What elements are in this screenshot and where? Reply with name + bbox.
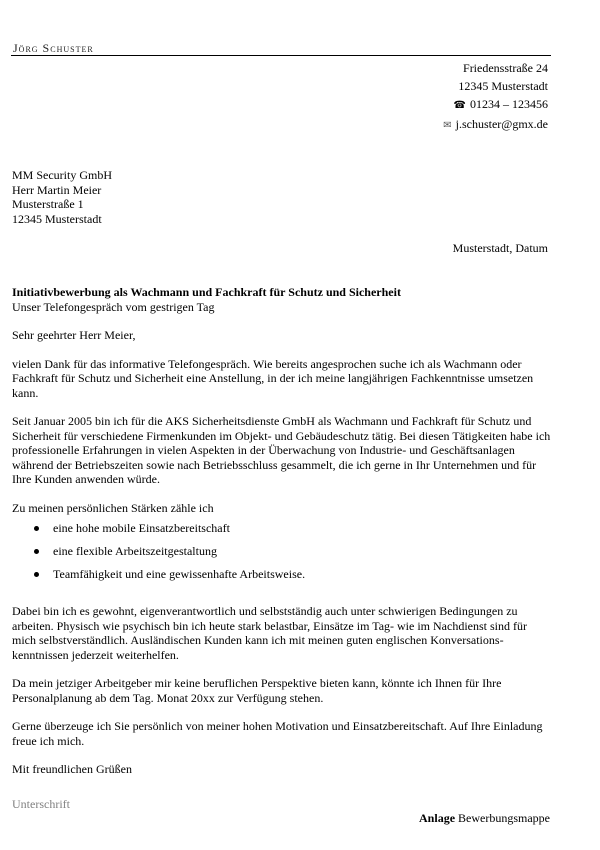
list-item — [12, 544, 552, 567]
envelope-icon: ✉ — [443, 120, 452, 131]
list-item — [12, 567, 552, 590]
paragraph-motivation: Gerne überzeuge ich Sie persönlich von meiner hohen Motivation und Einsatzbereitschaft. Auf Ihre Einladung freue ich mich. — [12, 719, 543, 748]
list-item-text: eine flexible Arbeitszeitgestaltung — [53, 544, 217, 558]
paragraph-availability: Da mein jetziger Arbeitgeber mir keine beruflichen Perspektive bieten kann, könnte ich Ihnen für Ihre Personalplanung ab dem Tag. Monat 20xx zur Verfügung stehen. — [12, 676, 502, 705]
attachment-label: Anlage — [419, 811, 456, 825]
salutation: Sehr geehrter Herr Meier, — [12, 328, 136, 342]
list-item-text: Teamfähigkeit und eine gewissenhafte Arbeitsweise. — [53, 567, 306, 581]
recipient-city: 12345 Musterstadt — [12, 211, 102, 226]
sender-address — [443, 59, 548, 135]
paragraph-experience: Seit Januar 2005 bin ich für die AKS Sicherheitsdienste GmbH als Wachmann und Fachkraft für Schutz und Sicherheit für verschiedene Firmenkunden im Objekt- und Gebäudeschutz tätig. Bei diesen Tätigkeiten habe ich professionelle Erfahrungen in vielen Aspekten in der Überwachung von Industrie- und Geschäftsanlagen während der Betriebszeiten sowie nach Betriebsschluss gesammelt, die ich gerne in Ihr Unternehmen und für Ihre Kunden anwenden würde. — [12, 414, 551, 486]
sender-street: Friedensstraße 24 — [463, 61, 548, 75]
recipient-address — [12, 168, 112, 226]
sender-phone-row — [443, 95, 548, 115]
list-item — [12, 521, 552, 544]
recipient-contact: Herr Martin Meier — [12, 182, 102, 197]
phone-icon: ☎ — [453, 100, 466, 111]
subject-title: Initiativbewerbung als Wachmann und Fachkraft für Schutz und Sicherheit — [12, 285, 401, 299]
recipient-company: MM Security GmbH — [12, 168, 112, 182]
closing: Mit freundlichen Grüßen — [12, 762, 132, 776]
sender-phone: 01234 – 123456 — [470, 97, 548, 111]
paragraph-strengths-intro: Zu meinen persönlichen Stärken zähle ich — [12, 500, 214, 515]
bullet-icon — [34, 549, 39, 554]
bullet-icon — [34, 572, 39, 577]
sender-email: j.schuster@gmx.de — [455, 117, 548, 131]
sender-city: 12345 Musterstadt — [458, 79, 548, 93]
paragraph-work-style: Dabei bin ich es gewohnt, eigenverantwortlich und selbstständig auch unter schwierigen Bedingungen zu arbeiten. Physisch wie psychisch bin ich heute stark belastbar, Einsätze im Tag- wie im Nachdienst sind für mich selbstverständlich. Ausländischen Kunden kann ich mit meinen guten englischen Konversations-kenntnissen jederzeit weiterhelfen. — [12, 604, 527, 662]
attachment-note — [419, 811, 550, 826]
strengths-list — [12, 521, 552, 590]
subject-block — [12, 285, 401, 314]
letterhead-divider — [11, 55, 551, 56]
list-item-text: eine hohe mobile Einsatzbereitschaft — [53, 521, 230, 535]
bullet-icon — [34, 526, 39, 531]
letter-body — [12, 328, 552, 777]
letter-date: Musterstadt, Datum — [452, 241, 548, 255]
paragraph-intro: vielen Dank für das informative Telefongespräch. Wie bereits angesprochen suche ich als Wachmann oder Fachkraft für Schutz und Sicherheit eine Anstellung, in der ich meine langjährigen Fachkenntnisse umsetzen kann. — [12, 356, 534, 400]
signature: Unterschrift — [12, 797, 70, 811]
sender-email-row — [443, 115, 548, 135]
subject-reference: Unser Telefongespräch vom gestrigen Tag — [12, 299, 215, 314]
attachment-text: Bewerbungsmappe — [458, 811, 550, 825]
recipient-street: Musterstraße 1 — [12, 197, 84, 211]
letterhead-name-text: Jörg Schuster — [13, 41, 94, 55]
letterhead-name — [13, 41, 94, 56]
